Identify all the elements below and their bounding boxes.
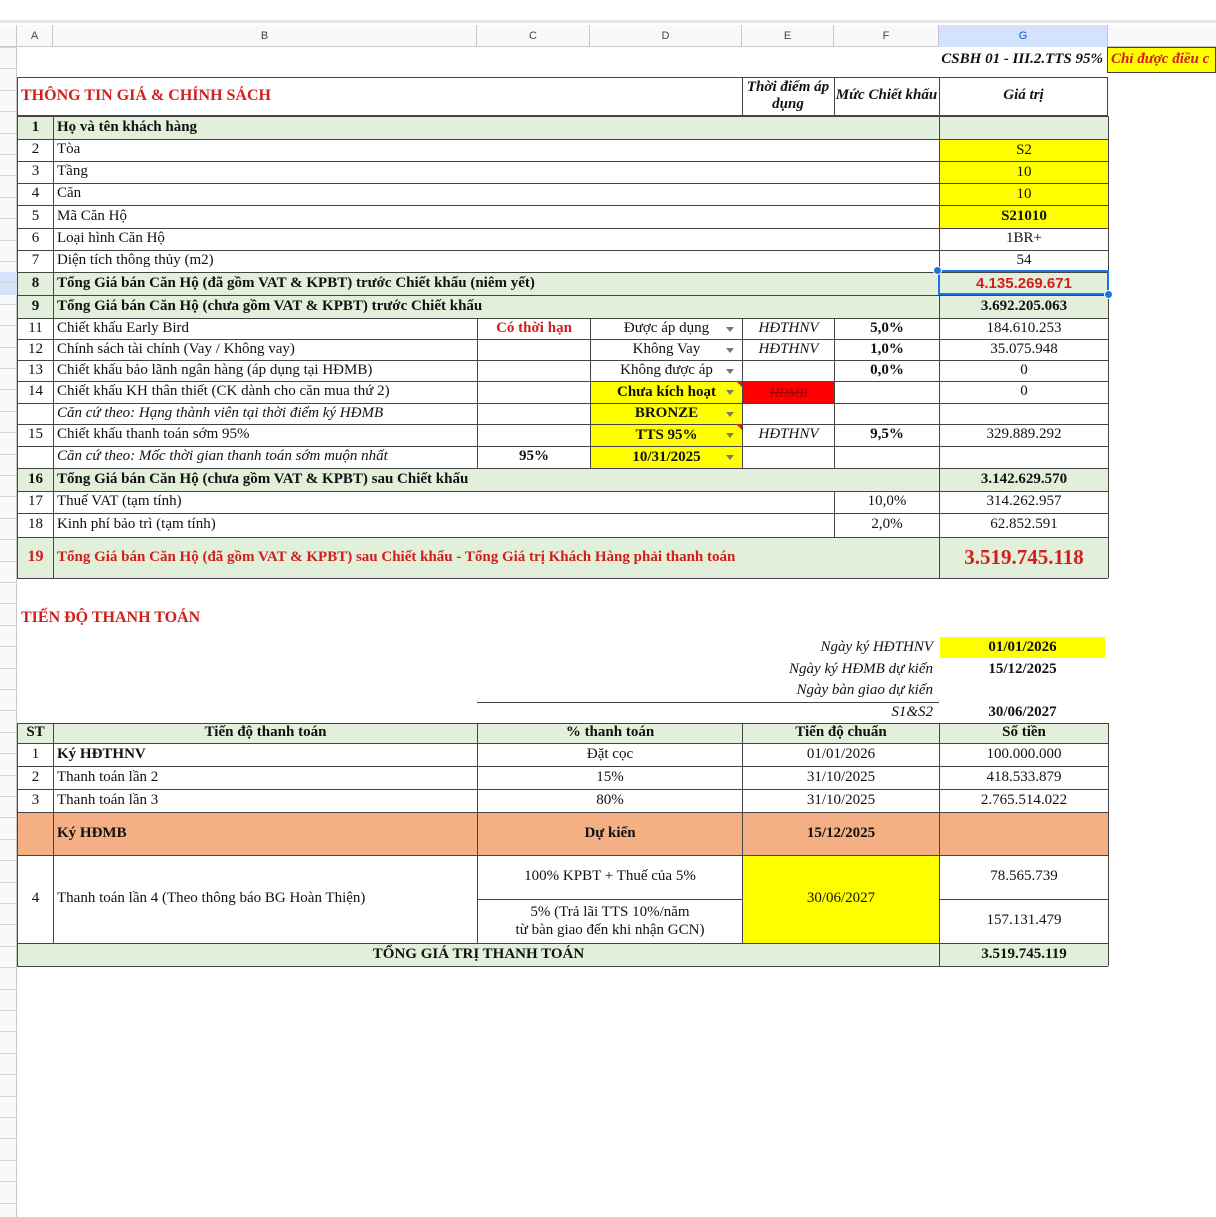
schedule-vline-c [477,723,478,943]
toolbar-divider [0,20,1216,23]
schedule-row-3-label: Thanh toán lần 3 [57,791,159,808]
row-header-line [0,218,17,219]
pricing-row-14-condition [478,381,590,403]
sign-hdthnv-label: Ngày ký HĐTHNV [820,639,933,656]
schedule-header-st: ST [26,724,45,741]
pricing-row-sub15-value [940,446,1108,468]
row-header-line [0,1096,17,1097]
pricing-row-sub13-status-dropdown[interactable]: BRONZE [591,404,742,424]
row-header-line [0,967,17,968]
pricing-row-8-label: Tổng Giá bán Căn Hộ (đã gồm VAT & KPBT) trước Chiết khấu (niêm yết) [57,274,535,291]
schedule-row-3-number: 3 [31,791,40,808]
schedule-hline-2 [17,766,1108,767]
schedule-hline-row4-mid-c [477,899,742,900]
row-header-line [0,753,17,754]
pricing-row-13-status-dropdown[interactable]: Không được áp [620,361,713,378]
pricing-row-sub15-dropdown-arrow-icon[interactable] [726,455,734,460]
edit-warning-note[interactable]: Chỉ được điều c [1107,47,1216,73]
pricing-row-14-comment-marker-icon[interactable] [736,381,742,387]
row-header-line [0,432,17,433]
schedule-row-2-date: 31/10/2025 [806,768,876,785]
pricing-row-4-value[interactable]: 10 [940,184,1108,205]
column-header-c[interactable]: C [477,25,590,47]
pricing-row-7-value: 54 [1016,252,1032,269]
row-header-line [0,1181,17,1182]
tower-label: S1&S2 [891,703,933,720]
column-header-g[interactable]: G [939,25,1108,47]
row-header-line [0,282,17,283]
schedule-vline-end [1108,723,1109,966]
pricing-row-11-right-border [1108,318,1109,339]
row-header-line [0,47,17,48]
row-header-line [0,475,17,476]
row-header-line [0,582,17,583]
schedule-total-label: TỔNG GIÁ TRỊ THANH TOÁN [372,945,585,962]
pricing-row-14-apply-time: HĐMB [743,382,834,403]
schedule-header-amount: Số tiền [1002,724,1046,741]
pricing-row-8-value: 4.135.269.671 [976,274,1072,292]
row-header-line [0,347,17,348]
pricing-row-18-right-border [1108,513,1109,537]
row-header-line [0,325,17,326]
row-header-selected[interactable] [0,272,17,295]
schedule-vline-a [17,723,18,966]
schedule-hline-7 [17,966,1108,967]
pricing-row-2-label: Tòa [57,141,81,158]
pricing-row-16-right-border [1108,468,1109,491]
row-header-line [0,411,17,412]
row-header-line [0,668,17,669]
pricing-row-17-value: 314.262.957 [986,493,1062,510]
pricing-row-sub13-apply-time [743,403,834,424]
pricing-row-15-condition [478,424,590,446]
pricing-row-16-value: 3.142.629.570 [980,470,1068,487]
pricing-row-4-right-border [1108,183,1109,205]
schedule-row-4-part1: 100% KPBT + Thuế của 5% [524,868,696,885]
tower-handover-date: 30/06/2027 [988,703,1057,720]
sign-hdmb-label: Ngày ký HĐMB dự kiến [789,661,933,678]
row-header-line [0,1074,17,1075]
pricing-row-3-value[interactable]: 10 [940,162,1108,183]
pricing-row-2-number: 2 [31,141,40,158]
pricing-row-13-condition [478,360,590,381]
column-header-d[interactable]: D [590,25,742,47]
pricing-row-14-right-border [1108,381,1109,403]
pricing-row-sub13-number [18,403,53,424]
pricing-row-sub13-discount-rate [835,403,939,424]
pricing-header-divider-f [834,77,835,116]
schedule-vline-g [939,723,940,966]
pricing-row-6-label: Loại hình Căn Hộ [57,230,165,247]
pricing-row-18-value: 62.852.591 [990,516,1058,533]
pricing-row-12-dropdown-arrow-icon[interactable] [726,348,734,353]
pricing-row-3-number: 3 [31,163,40,180]
pricing-row-19-number: 19 [27,548,44,566]
pricing-header-border [17,77,1108,116]
pricing-row-4-number: 4 [31,185,40,202]
pricing-row-12-right-border [1108,339,1109,360]
row-header-line [0,111,17,112]
pricing-row-15-discount-rate: 9,5% [870,426,904,443]
schedule-header-percent: % thanh toán [565,724,655,741]
schedule-row-3-date: 31/10/2025 [806,791,876,808]
schedule-row-2-amount: 418.533.879 [986,768,1062,785]
pricing-row-7-number: 7 [31,252,40,269]
column-header-f[interactable]: F [834,25,939,47]
row-header-line [0,710,17,711]
pricing-row-15-number: 15 [28,426,43,443]
row-header-line [0,1203,17,1204]
row-header-line [0,1117,17,1118]
pricing-row-19-value: 3.519.745.118 [964,545,1084,570]
pricing-row-9-label: Tổng Giá bán Căn Hộ (chưa gồm VAT & KPBT) trước Chiết khấu [57,297,483,314]
schedule-row-4-number: 4 [31,890,40,907]
row-header-gutter[interactable] [0,47,17,1217]
schedule-row-1-date: 01/01/2026 [806,745,876,762]
row-header-line [0,197,17,198]
schedule-row-2-label: Thanh toán lần 2 [57,768,159,785]
schedule-hline-3 [17,789,1108,790]
pricing-row-13-number: 13 [28,361,43,378]
schedule-row-1-amount: 100.000.000 [986,745,1062,762]
schedule-row-3-amount: 2.765.514.022 [980,791,1068,808]
pricing-row-6-right-border [1108,228,1109,250]
pricing-row-9-value: 3.692.205.063 [980,297,1068,314]
pricing-row-sub13-dropdown-arrow-icon[interactable] [726,412,734,417]
schedule-total-value: 3.519.745.119 [981,945,1067,962]
row-header-line [0,304,17,305]
sign-hdthnv-value[interactable]: 01/01/2026 [940,637,1105,658]
row-header-line [0,1010,17,1011]
pricing-row-11-discount-rate: 5,0% [870,319,904,336]
pricing-row-sub13-condition [478,403,590,424]
pricing-row-5-right-border [1108,205,1109,228]
row-header-line [0,924,17,925]
pricing-row-15-status-dropdown[interactable]: TTS 95% [591,425,742,446]
schedule-vline-e [742,723,743,943]
pricing-row-12-status-dropdown[interactable]: Không Vay [632,340,701,357]
row-header-line [0,603,17,604]
pricing-row-sub13-value [940,403,1108,424]
row-header-line [0,646,17,647]
row-header-line [0,261,17,262]
schedule-row-2-percent: 15% [596,768,624,785]
toolbar-strip [0,0,1216,22]
pricing-row-11-condition: Có thời hạn [496,319,572,336]
row-header-line [0,518,17,519]
pricing-row-14-label: Chiết khấu KH thân thiết (CK dành cho căn mua thứ 2) [57,383,390,400]
row-header-line [0,625,17,626]
schedule-row-4-date[interactable]: 30/06/2027 [743,855,939,943]
schedule-hdmb-date: 15/12/2025 [806,824,876,841]
row-header-line [0,561,17,562]
pricing-row-18-label: Kinh phí bảo trì (tạm tính) [57,516,216,533]
row-header-line [0,1138,17,1139]
pricing-row-5-label: Mã Căn Hộ [57,207,127,224]
pricing-row-14-number: 14 [28,383,43,400]
pricing-row-14-value: 0 [1020,383,1028,400]
row-header-line [0,989,17,990]
sign-hdmb-value: 15/12/2025 [988,661,1057,678]
pricing-row-13-right-border [1108,360,1109,381]
pricing-row-13-apply-time [743,360,834,381]
row-header-line [0,903,17,904]
row-header-line [0,240,17,241]
schedule-header-standard: Tiến độ chuẩn [795,724,887,741]
pricing-row-13-value: 0 [1020,361,1028,378]
pricing-row-15-comment-marker-icon[interactable] [736,424,742,430]
pricing-row-16-number: 16 [28,470,43,487]
schedule-header-progress: Tiến độ thanh toán [204,724,327,741]
pricing-row-15-right-border [1108,424,1109,446]
schedule-hline-0 [17,723,1108,724]
pricing-row-sub13-label: Căn cứ theo: Hạng thành viên tại thời điểm ký HĐMB [57,404,384,421]
pricing-row-2-value[interactable]: S2 [940,140,1108,161]
pricing-row-12-apply-time: HĐTHNV [758,340,819,357]
selection-handle-bottom-right[interactable] [1104,290,1113,299]
policy-code-note: CSBH 01 - III.2.TTS 95% [941,51,1103,68]
schedule-row-1-percent: Đặt cọc [586,745,634,762]
schedule-row-1-label: Ký HĐTHNV [57,745,146,762]
pricing-row-15-apply-time: HĐTHNV [758,426,819,443]
row-header-line [0,839,17,840]
schedule-hline-1 [17,743,1108,744]
pricing-row-1-value [940,116,1108,139]
select-all-corner[interactable] [0,25,17,47]
selection-handle-top-left[interactable] [933,266,942,275]
header-discount-level: Mức Chiết khấu [835,87,938,104]
pricing-row-12-value: 35.075.948 [990,340,1058,357]
handover-label: Ngày bàn giao dự kiến [796,682,933,699]
pricing-row-14-dropdown-arrow-icon[interactable] [726,390,734,395]
row-header-line [0,175,17,176]
schedule-row-4-amount2: 157.131.479 [986,912,1062,929]
pricing-row-11-status-dropdown[interactable]: Được áp dụng [623,319,710,336]
row-header-line [0,946,17,947]
pricing-row-12-number: 12 [28,340,43,357]
active-cell-selection[interactable] [938,270,1109,295]
row-header-line [0,1160,17,1161]
column-header-b[interactable]: B [53,25,477,47]
pricing-row-15-value: 329.889.292 [986,426,1062,443]
schedule-hline-5 [17,855,1108,856]
header-apply-time: Thời điểm áp dụng [746,78,830,112]
pricing-row-sub15-condition: 95% [519,448,549,465]
pricing-row-7-label: Diện tích thông thủy (m2) [57,252,214,269]
pricing-row-6-number: 6 [31,230,40,247]
pricing-row-6-value: 1BR+ [1006,230,1042,247]
column-header-row [0,25,1216,47]
row-header-line [0,732,17,733]
row-header-line [0,1053,17,1054]
pricing-row-12-discount-rate: 1,0% [870,340,904,357]
pricing-row-7-right-border [1108,250,1109,272]
pricing-row-15-label: Chiết khấu thanh toán sớm 95% [57,426,250,443]
pricing-row-2-right-border [1108,139,1109,161]
pricing-row-13-label: Chiết khấu bảo lãnh ngân hàng (áp dụng tại HĐMB) [57,361,373,378]
pricing-row-sub13-right-border [1108,403,1109,424]
pricing-bottom-border [17,578,1108,579]
pricing-row-17-label: Thuế VAT (tạm tính) [57,493,182,510]
pricing-row-15-dropdown-arrow-icon[interactable] [726,433,734,438]
pricing-row-11-apply-time: HĐTHNV [758,319,819,336]
schedule-row-4-amount1: 78.565.739 [990,868,1058,885]
pricing-row-18-number: 18 [28,516,43,533]
row-header-line [0,817,17,818]
pricing-row-9-number: 9 [31,297,40,314]
pricing-row-17-rate: 10,0% [867,493,907,510]
pricing-row-sub15-status-dropdown[interactable]: 10/31/2025 [591,447,742,468]
pricing-row-8-number: 8 [31,274,40,291]
pricing-row-1-label: Họ và tên khách hàng [57,118,198,135]
schedule-section-title: TIẾN ĐỘ THANH TOÁN [21,608,201,626]
schedule-row-3-percent: 80% [596,791,624,808]
header-value: Giá trị [1003,87,1044,104]
pricing-row-18-rate: 2,0% [871,516,903,533]
row-header-line [0,368,17,369]
schedule-hline-4 [17,812,1108,813]
row-header-line [0,90,17,91]
row-header-line [0,389,17,390]
schedule-row-2-number: 2 [31,768,40,785]
pricing-row-14-status-dropdown[interactable]: Chưa kích hoạt [591,382,742,403]
pricing-row-11-value: 184.610.253 [986,319,1062,336]
pricing-row-sub15-apply-time [743,446,834,468]
pricing-row-5-value[interactable]: S21010 [940,206,1108,228]
pricing-row-11-dropdown-arrow-icon[interactable] [726,327,734,332]
schedule-row-4-part2 [478,899,742,943]
pricing-row-11-label: Chiết khấu Early Bird [57,319,190,336]
pricing-row-sub15-label: Căn cứ theo: Mốc thời gian thanh toán sớm muộn nhất [57,448,388,465]
schedule-hdmb-label: Ký HĐMB [57,824,127,841]
column-header-a[interactable]: A [17,25,53,47]
row-header-line [0,689,17,690]
pricing-row-19-label: Tổng Giá bán Căn Hộ (đã gồm VAT & KPBT) sau Chiết khấu - Tổng Giá trị Khách Hàng phải thanh toán [57,548,736,565]
schedule-hline-6 [17,943,1108,944]
schedule-row-4-part2-line1: 5% (Trả lãi TTS 10%/năm [530,904,690,920]
pricing-row-11-number: 11 [28,319,43,336]
pricing-row-16-label: Tổng Giá bán Căn Hộ (chưa gồm VAT & KPBT) sau Chiết khấu [57,470,469,487]
pricing-row-17-right-border [1108,491,1109,513]
row-header-line [0,860,17,861]
pricing-row-13-dropdown-arrow-icon[interactable] [726,369,734,374]
pricing-row-sub15-number [18,446,53,468]
pricing-row-sub15-right-border [1108,446,1109,468]
column-header-e[interactable]: E [742,25,834,47]
pricing-row-12-condition [478,339,590,360]
schedule-row-1-number: 1 [31,745,40,762]
pricing-section-title: THÔNG TIN GIÁ & CHÍNH SÁCH [21,86,271,104]
row-header-line [0,1031,17,1032]
pricing-row-3-label: Tầng [57,163,88,180]
pricing-row-3-right-border [1108,161,1109,183]
pricing-row-4-label: Căn [57,185,82,202]
row-header-line [0,68,17,69]
pricing-row-5-number: 5 [31,207,40,224]
schedule-vline-b [53,723,54,943]
pricing-row-12-label: Chính sách tài chính (Vay / Không vay) [57,340,295,357]
pricing-row-14-discount-rate [835,381,939,403]
schedule-hdmb-percent: Dự kiến [584,824,636,841]
row-header-line [0,133,17,134]
pricing-row-17-number: 17 [28,493,43,510]
pricing-header-divider-g [939,77,940,116]
row-header-line [0,775,17,776]
row-header-line [0,496,17,497]
row-header-line [0,539,17,540]
pricing-row-19-right-border [1108,537,1109,578]
row-header-line [0,796,17,797]
pricing-header-divider-e [742,77,743,116]
pricing-row-sub15-discount-rate [835,446,939,468]
schedule-row-4-part2-line2: từ bàn giao đến khi nhận GCN) [515,922,705,938]
row-header-line [0,454,17,455]
row-header-line [0,882,17,883]
schedule-row-4-label: Thanh toán lần 4 (Theo thông báo BG Hoàn Thiện) [57,890,366,907]
pricing-row-1-right-border [1108,116,1109,139]
schedule-hline-row4-mid-g [939,899,1108,900]
pricing-row-13-discount-rate: 0,0% [870,361,904,378]
row-header-line [0,154,17,155]
pricing-row-1-number: 1 [31,118,40,135]
